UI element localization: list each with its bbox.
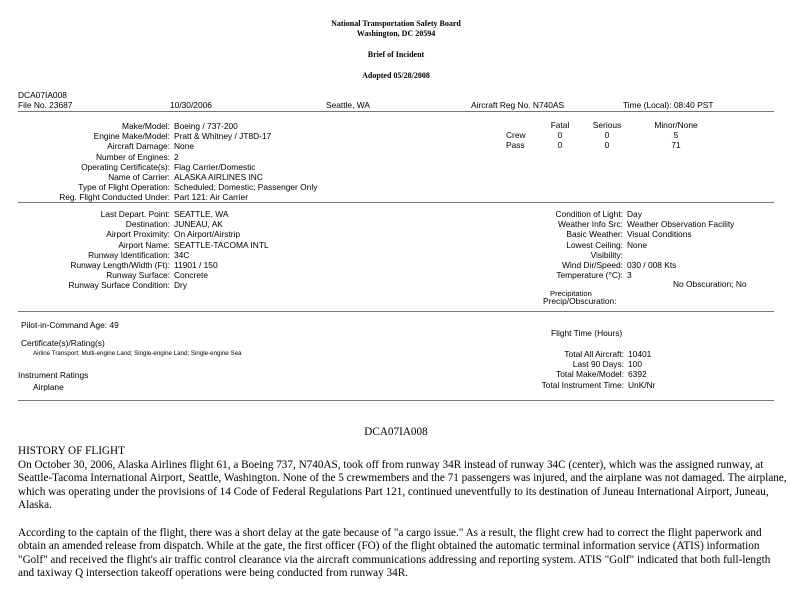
injury-col-minor: Minor/None: [654, 120, 698, 130]
flight-field-label: Last Depart. Point:: [100, 209, 170, 219]
flight-field-value: JUNEAU, AK: [174, 219, 223, 230]
weather-field-label: Temperature (°C):: [556, 270, 623, 281]
weather-field-value: None: [627, 239, 648, 250]
divider: [18, 311, 774, 312]
narrative-heading: HISTORY OF FLIGHT: [18, 445, 125, 457]
injury-cell: 0: [604, 140, 610, 151]
flight-time-label: Total All Aircraft:: [564, 349, 624, 359]
flight-field-label: Runway Surface Condition:: [68, 280, 170, 291]
precip-label-line2: Precip/Obscuration:: [543, 296, 617, 306]
weather-field-label: Visibility:: [590, 249, 623, 260]
flight-field-label: Runway Identification:: [88, 249, 170, 260]
event-location: Seattle, WA: [326, 100, 370, 110]
agency-address: Washington, DC 20594: [356, 29, 436, 38]
flight-field-label: Runway Length/Width (Ft):: [70, 260, 170, 270]
aircraft-field-value: ALASKA AIRLINES INC: [174, 172, 263, 182]
aircraft-field-label: Type of Flight Operation:: [78, 182, 170, 193]
flight-field-value: On Airport/Airstrip: [174, 229, 241, 240]
flight-time-heading: Flight Time (Hours): [551, 328, 623, 338]
aircraft-field-label: Aircraft Damage:: [107, 141, 170, 152]
injury-col-fatal: Fatal: [550, 120, 570, 130]
divider: [18, 202, 774, 203]
weather-field-label: Basic Weather:: [566, 229, 623, 240]
aircraft-field-label: Operating Certificate(s):: [81, 161, 170, 172]
weather-field-label: Weather Info Src:: [557, 219, 623, 230]
flight-time-value: 100: [628, 359, 642, 370]
injury-cell: 0: [604, 130, 610, 141]
aircraft-field-value: 2: [174, 151, 179, 162]
weather-field-value: 3: [627, 270, 632, 281]
flight-field-value: SEATTLE-TACOMA INTL: [174, 239, 269, 250]
weather-field-label: Lowest Ceiling:: [566, 239, 623, 250]
flight-field-label: Destination:: [125, 219, 170, 230]
instrument-ratings-heading: Instrument Ratings: [18, 370, 89, 380]
injury-cell: 0: [557, 140, 563, 151]
instrument-ratings-value: Airplane: [33, 382, 64, 392]
weather-field-value: Day: [627, 209, 642, 219]
aircraft-field-value: None: [174, 141, 195, 152]
aircraft-field-label: Number of Engines:: [95, 151, 170, 162]
flight-time-value: 6392: [628, 369, 647, 380]
aircraft-field-value: Pratt & Whitney / JT8D-17: [174, 131, 272, 142]
aircraft-field-value: Scheduled; Domestic; Passenger Only: [174, 182, 318, 193]
certificates-list: Airline Transport; Multi-engine Land; Single-engine Land; Single-engine Sea: [33, 350, 242, 357]
narrative-paragraph-2: According to the captain of the flight, there was a short delay at the gate because of "a cargo issue." As a result, the flight crew had to correct the flight paperwork and obtain an amended release from dispatch. While at the gate, the first officer (FO) of the flight obtained the automatic terminal information service (ATIS) information "Golf" and received the flight's air traffic control clearance via the aircraft communications addressing and reporting system. ATIS "Golf" indicated that both full-length and taxiway Q intersection takeoff operations were being conducted from runway 34R.: [18, 526, 771, 580]
aircraft-reg: Aircraft Reg No. N740AS: [471, 100, 565, 110]
narrative-case-number: DCA07IA008: [364, 426, 428, 438]
flight-field-value: 11901 / 150: [174, 260, 218, 270]
precip-label-line1: Precipitation: [550, 289, 592, 298]
precip-value: No Obscuration; No: [673, 279, 747, 289]
flight-time-label: Last 90 Days:: [572, 359, 624, 370]
narrative-paragraph-1: On October 30, 2006, Alaska Airlines flight 61, a Boeing 737, N740AS, took off from runway 34R instead of runway 34C (center), which was the assigned runway, at Seattle-Tacoma International Airport, Seattle, Washington. None of the 5 crewmembers and the 71 passengers was injured, and the airplane was not damaged. The airplane, which was operating under the provisions of 14 Code of Federal Regulations Part 121, continued uneventfully to its destination of Juneau International Airport, Juneau, Alaska.: [18, 458, 787, 512]
aircraft-field-label: Engine Make/Model:: [93, 131, 170, 142]
pilot-age: Pilot-in-Command Age: 49: [21, 320, 119, 330]
injury-cell: 71: [671, 140, 681, 151]
aircraft-field-value: Boeing / 737-200: [174, 121, 238, 131]
divider: [18, 400, 774, 401]
flight-field-label: Airport Name:: [118, 239, 170, 250]
event-date: 10/30/2006: [170, 100, 212, 110]
flight-time-value: 10401: [628, 349, 652, 359]
injury-row-pass: [506, 140, 716, 150]
injury-row-label: Pass: [506, 140, 525, 151]
flight-time-label: Total Instrument Time:: [541, 379, 624, 390]
injury-table: [506, 120, 716, 151]
case-number: DCA07IA008: [18, 90, 67, 100]
flight-field-label: Airport Proximity:: [106, 229, 170, 240]
local-time: Time (Local): 08:40 PST: [623, 100, 714, 110]
flight-field-value: 34C: [174, 249, 190, 260]
injury-cell: 0: [557, 130, 563, 141]
flight-field-value: Concrete: [174, 270, 208, 281]
weather-field-value: Weather Observation Facility: [627, 219, 735, 230]
aircraft-field-label: Make/Model:: [122, 121, 170, 131]
file-number: File No. 23687: [18, 100, 73, 110]
aircraft-field-value: Flag Carrier/Domestic: [174, 161, 256, 172]
divider: [18, 111, 774, 112]
document-type: Brief of Incident: [367, 50, 425, 59]
certificates-heading: Certificate(s)/Rating(s): [21, 338, 105, 348]
adopted-date: Adopted 05/28/2008: [362, 71, 430, 80]
weather-field-value: Visual Conditions: [627, 229, 692, 240]
injury-row-label: Crew: [506, 130, 526, 141]
injury-col-serious: Serious: [592, 120, 622, 130]
agency-name: National Transportation Safety Board: [331, 19, 461, 28]
aircraft-field-label: Reg. Flight Conducted Under:: [59, 192, 170, 203]
flight-time-value: UnK/Nr: [628, 379, 656, 390]
weather-field-value: 030 / 008 Kts: [627, 260, 677, 270]
injury-cell: 5: [673, 130, 679, 141]
weather-field-label: Condition of Light:: [555, 209, 623, 219]
injury-row-crew: [506, 130, 716, 140]
flight-time-label: Total Make/Model:: [556, 369, 624, 380]
aircraft-field-value: Part 121: Air Carrier: [174, 192, 249, 203]
flight-field-value: Dry: [174, 280, 188, 291]
aircraft-field-label: Name of Carrier:: [108, 172, 170, 182]
flight-field-label: Runway Surface:: [106, 270, 170, 281]
narrative: [18, 445, 788, 581]
flight-field-value: SEATTLE, WA: [174, 209, 229, 219]
weather-field-label: Wind Dir/Speed:: [562, 260, 623, 270]
